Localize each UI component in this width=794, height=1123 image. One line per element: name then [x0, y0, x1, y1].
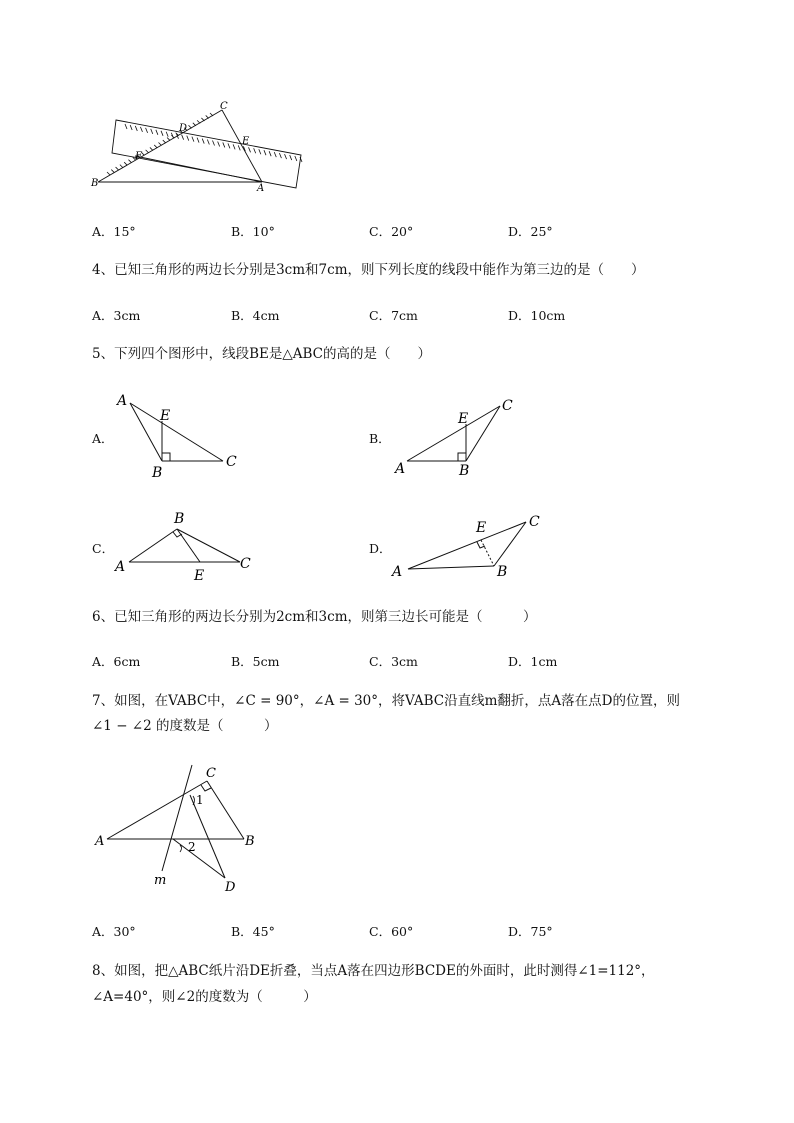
q5d-label-e: E [476, 520, 487, 536]
q5-figure-d [388, 510, 548, 582]
q8-text-line2: ∠A=40°，则∠2的度数为（ ） [92, 989, 317, 1005]
q3-option-b[interactable]: B．10° [231, 224, 275, 239]
q3-option-d[interactable]: D．25° [508, 224, 553, 239]
q7-label-1: 1 [196, 793, 204, 807]
q6-option-c[interactable]: C．3cm [369, 654, 418, 669]
q5c-label-c: C [240, 556, 251, 572]
q7-label-a: A [95, 834, 105, 849]
q3-label-c: C [220, 101, 228, 112]
q7-text-line1: 7、如图，在VABC中，∠C = 90°，∠A = 30°，将VABC沿直线m翻折，点A落在点D的位置，则 [92, 693, 680, 709]
q5-option-d[interactable]: D． [369, 541, 392, 556]
q7-label-2: 2 [188, 840, 196, 854]
q6-option-a[interactable]: A．6cm [92, 654, 141, 669]
q5c-label-e: E [194, 568, 205, 584]
q5a-label-a: A [117, 393, 128, 409]
q4-option-b[interactable]: B．4cm [231, 308, 280, 323]
q5b-label-a: A [395, 461, 406, 477]
q3-option-a[interactable]: A．15° [92, 224, 136, 239]
q8-text-line1: 8、如图，把△ABC纸片沿DE折叠，当点A落在四边形BCDE的外面时，此时测得∠1=112°， [92, 963, 655, 979]
q4-option-a[interactable]: A．3cm [92, 308, 141, 323]
q5c-label-b: B [174, 511, 185, 527]
q3-label-e: E [242, 136, 250, 147]
q5d-label-a: A [392, 564, 403, 580]
q7-figure [92, 760, 272, 898]
q5b-label-c: C [502, 398, 513, 414]
q6-text: 6、已知三角形的两边长分别为2cm和3cm，则第三边长可能是（ ） [92, 609, 537, 625]
q3-label-d: D [179, 123, 188, 134]
q5-figure-b [390, 395, 530, 483]
q7-label-m: m [154, 873, 167, 888]
q7-label-d: D [225, 880, 236, 895]
q7-label-b: B [245, 834, 255, 849]
q7-option-c[interactable]: C．60° [369, 924, 414, 939]
q5-text: 5、下列四个图形中，线段BE是△ABC的高的是（ ） [92, 346, 431, 362]
q5-figure-c [112, 508, 262, 586]
q5a-label-b: B [152, 465, 163, 481]
q7-label-c: C [206, 766, 216, 781]
q6-option-d[interactable]: D．1cm [508, 654, 558, 669]
q7-text-line2: ∠1 − ∠2 的度数是（ ） [92, 718, 278, 734]
q5a-label-e: E [160, 408, 171, 424]
q5-option-b[interactable]: B． [369, 431, 391, 446]
q5d-label-b: B [497, 564, 508, 580]
q6-option-b[interactable]: B．5cm [231, 654, 280, 669]
q7-option-d[interactable]: D．75° [508, 924, 553, 939]
q3-figure [85, 98, 310, 193]
q5-option-a[interactable]: A． [92, 431, 114, 446]
q3-label-f: F [135, 151, 142, 162]
q7-option-a[interactable]: A．30° [92, 924, 136, 939]
q7-option-b[interactable]: B．45° [231, 924, 275, 939]
q4-option-c[interactable]: C．7cm [369, 308, 418, 323]
q4-option-d[interactable]: D．10cm [508, 308, 566, 323]
q5c-label-a: A [115, 559, 126, 575]
q4-text: 4、已知三角形的两边长分别是3cm和7cm，则下列长度的线段中能作为第三边的是（ ） [92, 262, 645, 278]
q5d-label-c: C [529, 514, 540, 530]
q5b-label-b: B [459, 463, 470, 479]
q5-figure-a [112, 390, 252, 482]
q5-option-c[interactable]: C． [92, 541, 115, 556]
q3-option-c[interactable]: C．20° [369, 224, 414, 239]
q3-label-b: B [91, 178, 99, 189]
q5a-label-c: C [226, 454, 237, 470]
q3-label-a: A [257, 183, 265, 193]
q5b-label-e: E [458, 411, 469, 427]
